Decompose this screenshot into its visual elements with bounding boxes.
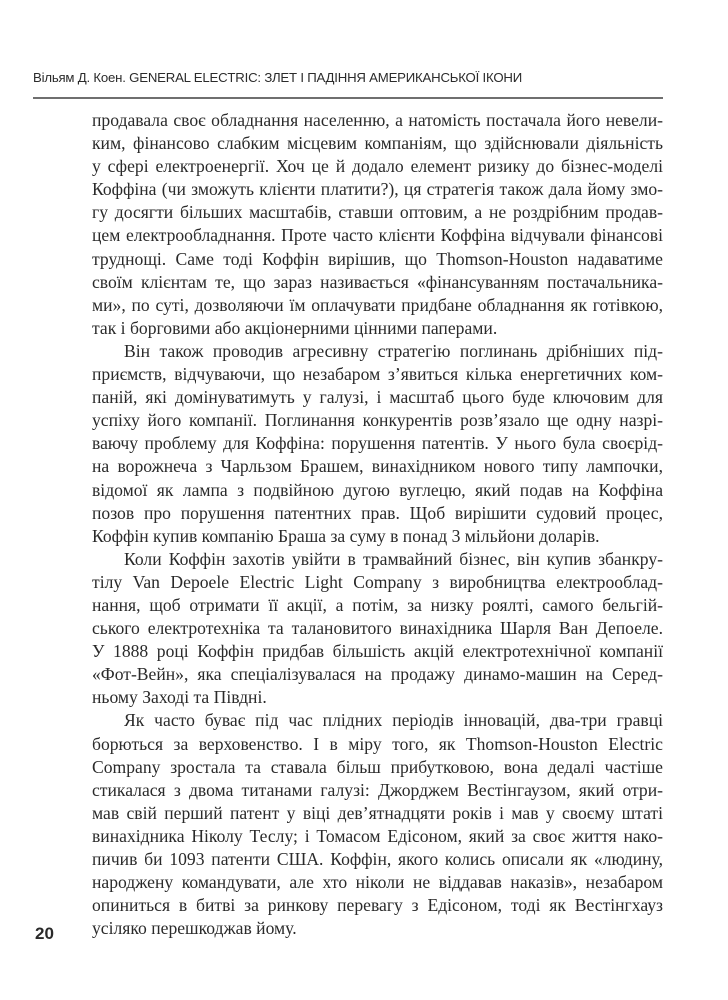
paragraph (92, 340, 663, 548)
text-line: ньому Заході та Півдні. (92, 687, 267, 708)
text-line: мав свій перший патент у віці дев’ятнадцяти років і мав у своєму штаті (92, 802, 663, 823)
text-line: паній, які домінуватимуть у галузі, і масштаб цього буде ключовим для (92, 387, 663, 408)
text-line: народжену командувати, але хто ніколи не віддавав наказів», незабаром (92, 872, 663, 893)
text-line: стикалася з двома титанами галузі: Джорджем Вестінгаузом, який отри- (92, 779, 663, 800)
text-line: винахідника Ніколу Теслу; і Томасом Едісоном, який за своє життя нако- (92, 825, 663, 846)
page-number: 20 (35, 924, 54, 943)
text-line: усіляко перешкоджав йому. (92, 918, 297, 939)
text-line: борються за верховенство. І в міру того, як Thomson-Houston Electric (92, 733, 663, 754)
text-line: Коффіна (чи зможуть клієнти платити?), ця стратегія також дала йому змо- (92, 179, 663, 200)
paragraph (92, 548, 663, 710)
header-rule-divider (33, 97, 663, 99)
text-line: нання, щоб отримати її акції, а потім, за низку роялті, самого бельгій- (92, 594, 663, 615)
text-line: у сфері електроенергії. Хоч це й додало елемент ризику до бізнес-моделі (92, 156, 663, 177)
text-line: цем електрообладнання. Проте часто клієнти Коффіна відчували фінансові (92, 225, 663, 246)
text-line: ваючу проблему для Коффіна: порушення патентів. У нього була своєрід- (92, 433, 663, 454)
text-line: У 1888 році Коффін придбав більшість акцій електротехнічної компанії (92, 641, 663, 662)
text-line: своїм клієнтам те, що зараз називається «фінансуванням постачальника- (92, 271, 663, 292)
text-line: приємств, відчуваючи, що незабаром з’явиться кілька енергетичних ком- (92, 364, 663, 385)
text-line: продавала своє обладнання населенню, а натомість постачала його невели- (92, 110, 663, 130)
text-line: ким, фінансово слабким місцевим компаніям, що здійснювали діяльність (92, 133, 663, 154)
text-line: так і борговими або акціонерними цінними паперами. (92, 317, 498, 338)
text-line: позов про порушення патентних прав. Щоб вирішити судовий процес, (92, 502, 663, 523)
paragraph (92, 109, 663, 340)
running-head: Вільям Д. Коен. GENERAL ELECTRIC: ЗЛЕТ І ПАДІННЯ АМЕРИКАНСЬКОЇ ІКОНИ (33, 70, 522, 85)
text-line: на ворожнеча з Чарльзом Брашем, винахідником нового типу лампочки, (92, 456, 663, 477)
text-line: Company зростала та ставала більш прибутковою, вона дедалі частіше (92, 756, 663, 777)
paragraph (92, 709, 663, 940)
text-line: успіху його компанії. Поглинання конкурентів розв’язало ще одну назрі- (92, 410, 663, 431)
text-line: відомої як лампа з подвійною дугою вуглецю, який подав на Коффіна (92, 479, 663, 500)
text-line: тілу Van Depoele Electric Light Company з виробництва електрооблад- (92, 571, 663, 592)
text-line: ми», по суті, дозволяючи їм оплачувати придбане обладнання як готівкою, (92, 294, 663, 315)
text-line: Коффін купив компанію Браша за суму в понад 3 мільйони доларів. (92, 525, 600, 546)
text-line: опиниться в битві за ринкову перевагу з Едісоном, тоді як Вестінгхауз (92, 895, 663, 916)
text-line: ського електротехніка та талановитого винахідника Шарля Ван Депоеле. (92, 618, 663, 639)
text-line: пичив би 1093 патенти США. Коффін, якого колись описали як «людину, (92, 849, 663, 869)
text-line: гу досягти більших масштабів, ставши оптовим, а не роздрібним продав- (92, 202, 663, 223)
text-line: Він також проводив агресивну стратегію поглинань дрібніших під- (124, 340, 663, 361)
text-line: Коли Коффін захотів увійти в трамвайний бізнес, він купив збанкру- (124, 548, 663, 569)
text-line: труднощі. Саме тоді Коффін вирішив, що Thomson-Houston надаватиме (92, 248, 663, 269)
text-line: Як часто буває під час плідних періодів інновацій, два-три гравці (124, 710, 663, 731)
text-line: «Фот-Вейн», яка спеціалізувалася на продажу динамо-машин на Серед- (92, 664, 663, 685)
body-text (92, 109, 663, 940)
